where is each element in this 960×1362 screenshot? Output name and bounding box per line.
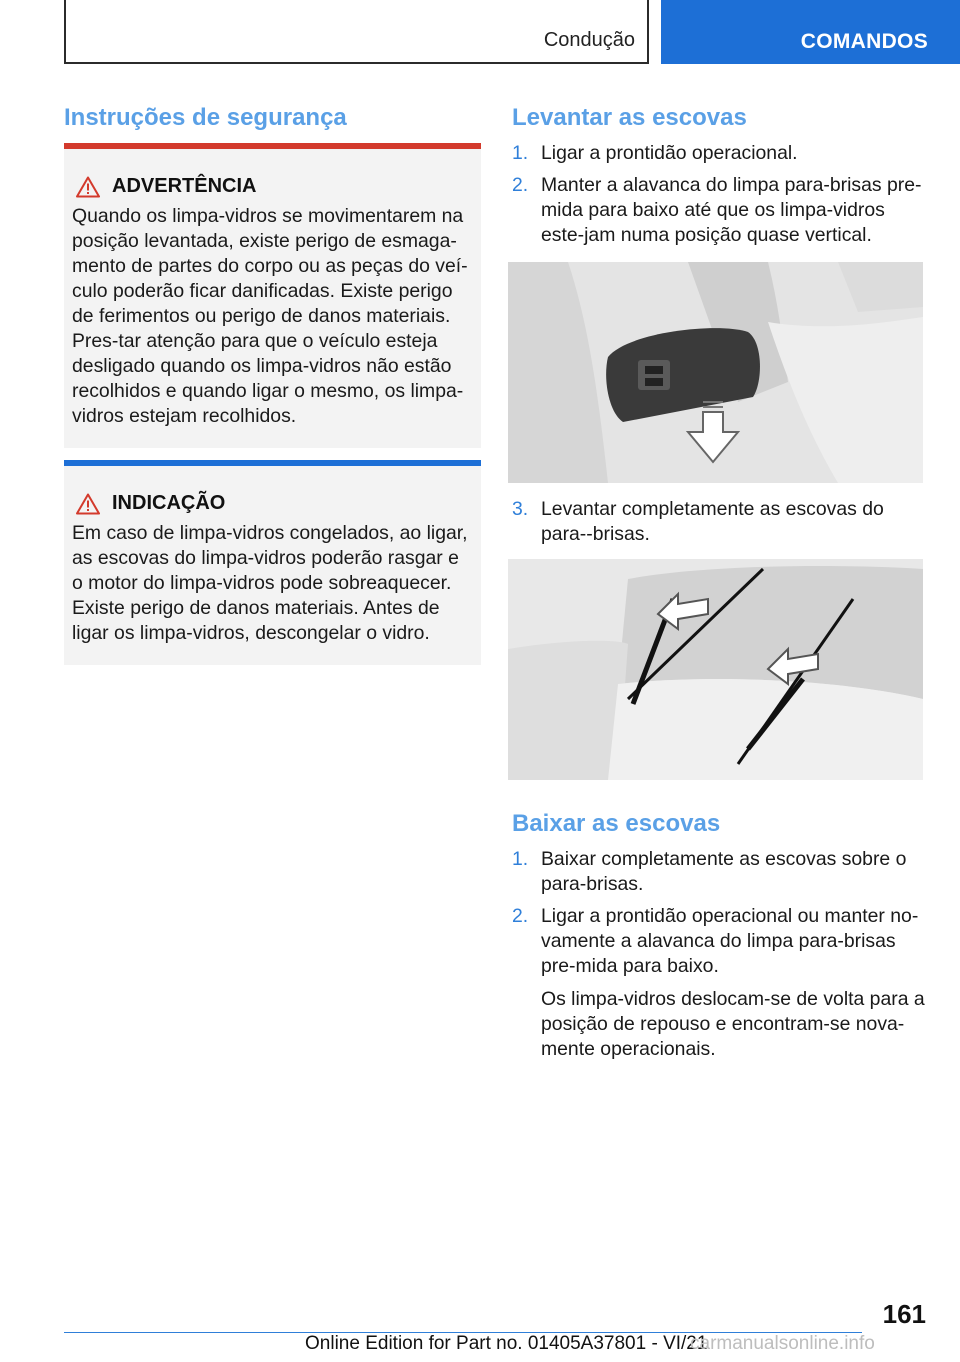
- list-item: [512, 847, 927, 897]
- watermark: carmanualsonline.info: [690, 1333, 875, 1354]
- list-item: [512, 904, 927, 1062]
- raised-wipers-illustration: [508, 559, 923, 780]
- wiper-lever-illustration: [508, 262, 923, 483]
- step-text: Ligar a prontidão operacional.: [541, 142, 798, 164]
- step-text: Ligar a prontidão operacional ou manter no-vamente a alavanca do limpa para-brisas pre-mida para baixo.: [541, 905, 919, 977]
- warning-box: [64, 143, 481, 448]
- notice-bar: [64, 460, 481, 466]
- header-section-tab: [64, 0, 649, 64]
- warning-triangle-icon: [76, 176, 100, 198]
- warning-heading-text: ADVERTÊNCIA: [112, 175, 257, 197]
- step-text: Baixar completamente as escovas sobre o para-brisas.: [541, 848, 907, 895]
- section-title-lower: Baixar as escovas: [512, 810, 721, 837]
- warning-text: Quando os limpa-vidros se movimentarem na posição levantada, existe perigo de esmaga-mento de partes do corpo ou as peças do veí-culo poderão ficar danificadas. Existe perigo de ferimentos ou perigo de danos materiais. Pres-tar atenção para que o veículo esteja desligado quando os limpa-vidros não estão recolhidos e quando ligar o mesmo, os limpa-vidros estejam recolhidos.: [72, 205, 468, 427]
- step-text: Manter a alavanca do limpa para-brisas pre-mida para baixo até que os limpa-vidros este-jam numa posição quase vertical.: [541, 174, 922, 246]
- notice-box: [64, 460, 481, 665]
- warning-heading: [76, 175, 481, 198]
- step-text: Levantar completamente as escovas do para--brisas.: [541, 498, 884, 545]
- header-chapter-tab: [661, 0, 960, 64]
- edition-text: Online Edition for Part no. 01405A37801 - VI/21: [305, 1333, 708, 1354]
- raise-steps-1-2: [512, 141, 927, 255]
- section-title-safety: Instruções de segurança: [64, 104, 347, 131]
- notice-text: Em caso de limpa-vidros congelados, ao ligar, as escovas do limpa-vidros poderão rasgar e o motor do limpa-vidros pode sobreaquecer. Existe perigo de danos materiais. Antes de ligar os limpa-vidros, descongelar o vidro.: [72, 522, 468, 644]
- list-item: [512, 173, 927, 248]
- notice-heading-text: INDICAÇÃO: [112, 492, 226, 514]
- section-title-raise: Levantar as escovas: [512, 104, 747, 131]
- lower-steps: [512, 847, 927, 1069]
- page-number: 161: [882, 1299, 926, 1329]
- raise-step-3: [512, 497, 927, 554]
- step-number: 3.: [512, 498, 529, 520]
- step-note: Os limpa-vidros deslocam-se de volta para a posição de repouso e encontram-se nova-mente operacionais.: [541, 988, 925, 1060]
- notice-heading: [76, 492, 481, 515]
- step-number: 1.: [512, 848, 529, 870]
- step-body: [541, 904, 927, 1062]
- chapter-label: COMANDOS: [800, 30, 928, 53]
- list-item: [512, 497, 927, 547]
- step-number: 2.: [512, 905, 529, 927]
- section-label: Condução: [543, 29, 635, 51]
- warning-bar: [64, 143, 481, 149]
- caution-triangle-icon: [76, 493, 100, 515]
- list-item: [512, 141, 927, 166]
- step-number: 1.: [512, 142, 529, 164]
- step-number: 2.: [512, 174, 529, 196]
